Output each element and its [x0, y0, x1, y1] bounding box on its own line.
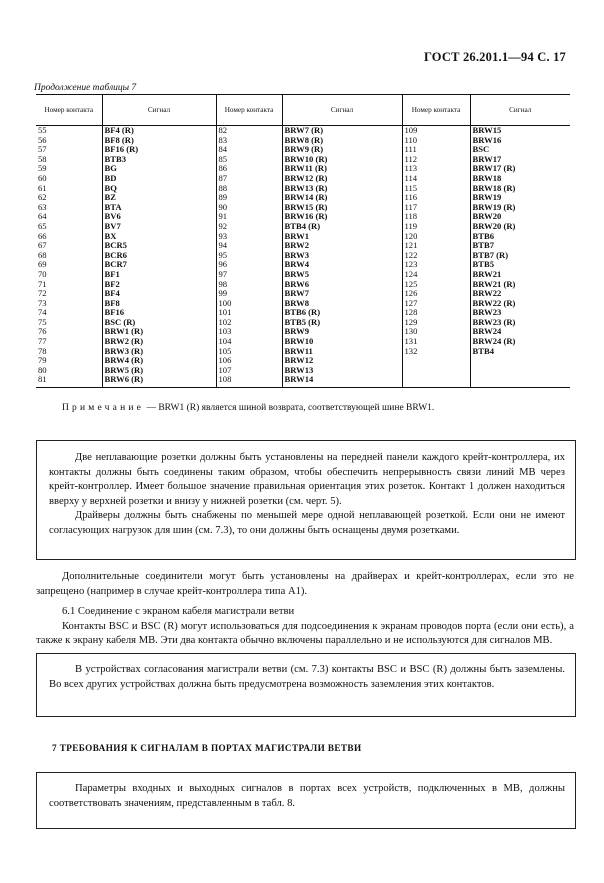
- contact-number-cell: 88: [216, 184, 282, 194]
- signal-cell: BRW6: [282, 280, 402, 290]
- table-continuation-label: Продолжение таблицы 7: [34, 83, 137, 93]
- contact-number-cell: 131: [402, 337, 470, 347]
- header-signal: Сигнал: [470, 95, 570, 126]
- signal-cell: BRW24 (R): [470, 337, 570, 347]
- contact-number-cell: 59: [38, 163, 47, 174]
- signal-cell: [470, 375, 570, 387]
- contact-number-cell: 57: [38, 144, 47, 155]
- contact-number-cell: 94: [216, 241, 282, 251]
- signal-cell: BRW15 (R): [282, 203, 402, 213]
- signal-cell: BRW14 (R): [282, 193, 402, 203]
- contacts-table: [36, 94, 570, 388]
- signal-cell: [470, 366, 570, 376]
- contact-number-cell: 103: [216, 327, 282, 337]
- contact-number-cell: 119: [402, 222, 470, 232]
- paragraph: Две неплавающие розетки должны быть установлены на передней панели каждого крейт-контроллера, их контакты должны быть соединены таким образом, чтобы обеспечить непрерывность связи линий МВ через крейт-контроллер. Имеет большое значение правильная ориентация этих розеток. Контакт 1 должен находиться вверху у верхней розетки и внизу у нижней розетки (см. черт. 5).: [49, 452, 565, 507]
- signal-cell: BRW15: [470, 126, 570, 136]
- signal-cell: BRW20: [470, 212, 570, 222]
- contact-number-cell: 74: [38, 307, 47, 318]
- header-signal: Сигнал: [102, 95, 216, 126]
- contact-number-cell: 69: [38, 259, 47, 270]
- contact-number-cell: 104: [216, 337, 282, 347]
- contact-number-cell: 75: [38, 316, 47, 327]
- signal-cell: BRW9: [282, 327, 402, 337]
- signal-cell: BRW17 (R): [470, 164, 570, 174]
- contact-number-cell: 78: [38, 345, 47, 356]
- signal-cell: BRW2: [282, 241, 402, 251]
- contact-number-cell: 67: [38, 240, 47, 251]
- signal-cell: BTB4 (R): [282, 222, 402, 232]
- framed-block-sockets: [36, 440, 576, 560]
- contact-number-cell: 120: [402, 232, 470, 242]
- contact-number-cell: 64: [38, 211, 47, 222]
- signal-cell: BTB7 (R): [470, 251, 570, 261]
- contact-number-cell: 66: [38, 230, 47, 241]
- contact-number-cell: 117: [402, 203, 470, 213]
- signal-cell: BRW5 (R): [102, 366, 216, 376]
- signal-cell: BRW24: [470, 327, 570, 337]
- contact-number-cell: 91: [216, 212, 282, 222]
- contact-number-cell: 76: [38, 326, 47, 337]
- contact-number-cell: 58: [38, 153, 47, 164]
- contact-number-cell: [402, 366, 470, 376]
- signal-cell: BRW11 (R): [282, 164, 402, 174]
- signal-cell: BF16 (R): [102, 145, 216, 155]
- signal-cell: BTB5: [470, 260, 570, 270]
- contact-number-cell: 126: [402, 289, 470, 299]
- contact-number-cell: 132: [402, 347, 470, 357]
- header-contact-number: Номер контакта: [216, 95, 282, 126]
- signal-cell: BRW14: [282, 375, 402, 387]
- contact-number-cell: 115: [402, 184, 470, 194]
- signal-cell: BRW6 (R): [102, 375, 216, 387]
- framed-block-grounding: [36, 653, 576, 717]
- signal-cell: BV7: [102, 222, 216, 232]
- contact-number-cell: 130: [402, 327, 470, 337]
- signal-cell: BTB7: [470, 241, 570, 251]
- contact-number-cell: 68: [38, 249, 47, 260]
- signal-cell: BTB5 (R): [282, 318, 402, 328]
- signal-cell: BRW22: [470, 289, 570, 299]
- contact-number-cell: 96: [216, 260, 282, 270]
- signal-cell: BCR7: [102, 260, 216, 270]
- contact-number-cell: 82: [216, 126, 282, 136]
- contact-number-cell: 56: [38, 134, 47, 145]
- contact-number-cell: 60: [38, 172, 47, 183]
- signal-cell: BCR6: [102, 251, 216, 261]
- paragraph: Параметры входных и выходных сигналов в портах всех устройств, подключенных в МВ, должны соответствовать значениям, представленным в табл. 8.: [49, 783, 565, 809]
- signal-cell: BZ: [102, 193, 216, 203]
- contact-number-cell: 90: [216, 203, 282, 213]
- contact-number-cell: 71: [38, 278, 47, 289]
- signal-cell: BRW21: [470, 270, 570, 280]
- signal-cell: BSC: [470, 145, 570, 155]
- signal-cell: BRW3 (R): [102, 347, 216, 357]
- signal-cell: BRW20 (R): [470, 222, 570, 232]
- note-text: — BRW1 (R) является шиной возврата, соответствующей шине BRW1.: [144, 403, 435, 413]
- contact-number-cell: 80: [38, 364, 47, 375]
- contact-number-cell: 113: [402, 164, 470, 174]
- signal-cell: [470, 356, 570, 366]
- paragraph: Драйверы должны быть снабжены по меньшей мере одной неплавающей розеткой. Если они не имеют согласующих нагрузок для шин (см. 7.3), то они должны быть оснащены двумя розетками.: [49, 510, 565, 536]
- signal-cell: BRW18 (R): [470, 184, 570, 194]
- signal-cell: BF8: [102, 299, 216, 309]
- signal-cell: BRW7 (R): [282, 126, 402, 136]
- contact-number-cell: 63: [38, 201, 47, 212]
- contact-number-cell: 111: [402, 145, 470, 155]
- signal-cell: BRW10 (R): [282, 155, 402, 165]
- section-heading-6-1: 6.1 Соединение с экраном кабеля магистрали ветви: [62, 606, 295, 617]
- signal-cell: BF16: [102, 308, 216, 318]
- contact-number-cell: 72: [38, 288, 47, 299]
- contact-number-cell: 62: [38, 192, 47, 203]
- signal-cell: BG: [102, 164, 216, 174]
- signal-cell: BRW1 (R): [102, 327, 216, 337]
- note-label: Примечание: [62, 403, 145, 413]
- signal-cell: BRW11: [282, 347, 402, 357]
- contact-number-cell: 85: [216, 155, 282, 165]
- contact-number-cell: 92: [216, 222, 282, 232]
- signal-cell: BRW19 (R): [470, 203, 570, 213]
- signal-cell: BCR5: [102, 241, 216, 251]
- contact-number-cell: 89: [216, 193, 282, 203]
- contact-number-cell: 93: [216, 232, 282, 242]
- signal-cell: BRW12 (R): [282, 174, 402, 184]
- signal-cell: BV6: [102, 212, 216, 222]
- signal-cell: BTB4: [470, 347, 570, 357]
- signal-cell: BRW4 (R): [102, 356, 216, 366]
- contact-number-cell: 95: [216, 251, 282, 261]
- signal-cell: BRW7: [282, 289, 402, 299]
- contact-number-cell: 77: [38, 336, 47, 347]
- signal-cell: BRW23: [470, 308, 570, 318]
- table-header-row: [36, 95, 570, 126]
- signal-cell: BD: [102, 174, 216, 184]
- signal-cell: BRW22 (R): [470, 299, 570, 309]
- contact-number-cell: 97: [216, 270, 282, 280]
- signal-cell: BRW8 (R): [282, 136, 402, 146]
- signal-cell: BF8 (R): [102, 136, 216, 146]
- signal-cell: BRW23 (R): [470, 318, 570, 328]
- signal-cell: BQ: [102, 184, 216, 194]
- signal-cell: BTA: [102, 203, 216, 213]
- signal-cell: BF2: [102, 280, 216, 290]
- contact-number-cell: 124: [402, 270, 470, 280]
- signal-cell: BRW13 (R): [282, 184, 402, 194]
- contact-number-cell: 102: [216, 318, 282, 328]
- contact-number-cell: 106: [216, 356, 282, 366]
- page-header: ГОСТ 26.201.1—94 С. 17: [423, 50, 566, 64]
- header-contact-number: Номер контакта: [36, 95, 102, 126]
- contact-number-cell: 114: [402, 174, 470, 184]
- contact-number-cell: 84: [216, 145, 282, 155]
- signal-cell: BTB6 (R): [282, 308, 402, 318]
- signal-cell: BRW9 (R): [282, 145, 402, 155]
- contact-number-cell: 61: [38, 182, 47, 193]
- body-text: [36, 605, 574, 649]
- contact-number-cell: 100: [216, 299, 282, 309]
- signal-cell: BSC (R): [102, 318, 216, 328]
- signal-cell: BRW5: [282, 270, 402, 280]
- contact-number-cell: 121: [402, 241, 470, 251]
- signal-cell: BF4 (R): [102, 126, 216, 136]
- contact-number-cell: 81: [36, 375, 102, 387]
- signal-cell: BRW4: [282, 260, 402, 270]
- contact-number-cell: 118: [402, 212, 470, 222]
- paragraph: Дополнительные соединители могут быть установлены на драйверах и крейт-контроллерах, если это не запрещено (например в случае крейт-контроллера типа А1).: [36, 571, 574, 597]
- signal-cell: BRW12: [282, 356, 402, 366]
- contact-number-cell: 107: [216, 366, 282, 376]
- contact-number-cell: 105: [216, 347, 282, 357]
- contact-number-cell: 109: [402, 126, 470, 136]
- signal-cell: BRW16: [470, 136, 570, 146]
- contact-number-cell: 122: [402, 251, 470, 261]
- contact-number-cell: [402, 375, 470, 387]
- contact-number-cell: 125: [402, 280, 470, 290]
- contact-number-cell: 123: [402, 260, 470, 270]
- contact-number-cell: 108: [216, 375, 282, 387]
- signal-cell: BF1: [102, 270, 216, 280]
- framed-block-signal-params: [36, 772, 576, 829]
- table-note: [62, 403, 434, 413]
- signal-cell: BF4: [102, 289, 216, 299]
- contact-number-cell: 128: [402, 308, 470, 318]
- signal-cell: BTB3: [102, 155, 216, 165]
- contact-number-cell: 101: [216, 308, 282, 318]
- signal-cell: BRW17: [470, 155, 570, 165]
- body-text: [36, 570, 574, 599]
- signal-cell: BRW13: [282, 366, 402, 376]
- signal-cell: BRW3: [282, 251, 402, 261]
- signal-cell: BRW1: [282, 232, 402, 242]
- contact-number-cell: [402, 356, 470, 366]
- contact-number-cell: 55: [38, 125, 47, 135]
- signal-cell: BRW8: [282, 299, 402, 309]
- contact-number-cell: 79: [38, 355, 47, 366]
- contact-number-cell: 110: [402, 136, 470, 146]
- contact-number-cell: 83: [216, 136, 282, 146]
- signal-cell: BTB6: [470, 232, 570, 242]
- paragraph: В устройствах согласования магистрали ветви (см. 7.3) контакты BSC и BSC (R) должны быть заземлены. Во всех других устройствах должна быть предусмотрена возможность заземления этих контактов.: [49, 664, 565, 690]
- contact-number-cell: 99: [216, 289, 282, 299]
- contact-number-cell: 86: [216, 164, 282, 174]
- table-body: [36, 126, 570, 388]
- paragraph: Контакты BSC и BSC (R) могут использоваться для подсоединения к экранам проводов порта (если они есть), а также к экрану кабеля МВ. Эти два контакта обычно включены параллельно и не используются для сигналов МВ.: [36, 620, 574, 647]
- signal-cell: BRW19: [470, 193, 570, 203]
- contact-number-cell: 98: [216, 280, 282, 290]
- contact-number-cell: 129: [402, 318, 470, 328]
- contact-number-cell: 87: [216, 174, 282, 184]
- contact-number-cell: 70: [38, 268, 47, 279]
- signal-cell: BRW18: [470, 174, 570, 184]
- header-contact-number: Номер контакта: [402, 95, 470, 126]
- contact-number-cell: 65: [38, 220, 47, 231]
- signal-cell: BRW16 (R): [282, 212, 402, 222]
- contact-number-cell: 127: [402, 299, 470, 309]
- signal-cell: BRW2 (R): [102, 337, 216, 347]
- contact-number-cell: 112: [402, 155, 470, 165]
- signal-cell: BX: [102, 232, 216, 242]
- contact-number-cell: 73: [38, 297, 47, 308]
- signal-cell: BRW10: [282, 337, 402, 347]
- section-heading-7: 7 ТРЕБОВАНИЯ К СИГНАЛАМ В ПОРТАХ МАГИСТРАЛИ ВЕТВИ: [52, 743, 362, 753]
- contact-number-cell: 116: [402, 193, 470, 203]
- header-signal: Сигнал: [282, 95, 402, 126]
- table-row: [36, 375, 570, 387]
- signal-cell: BRW21 (R): [470, 280, 570, 290]
